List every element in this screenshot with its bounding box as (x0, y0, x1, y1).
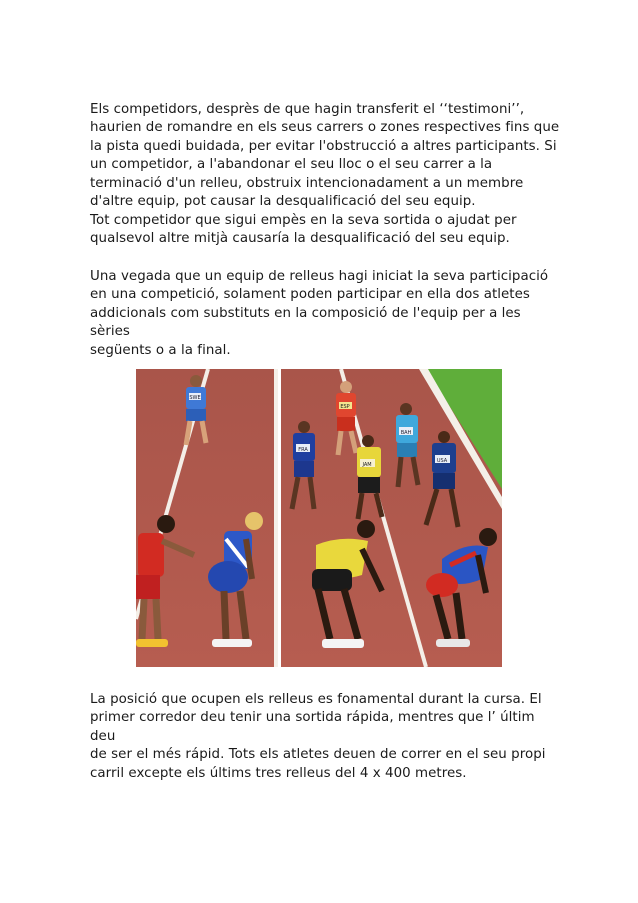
paragraph-1: Els competidors, desprès de que hagin transferit el ‘‘testimoni’’, haurien de romandre en els seus carrers o zones respectives fins que la pista quedi buidada, per evitar l'obstrucció a altres participants. Si un competidor, a l'abandonar el seu lloc o el seu carrer a la terminació d'un relleu, obstruix intencionadament a un membre d'altre equip, pot causar la desqualificació del seu equip. (90, 102, 560, 210)
svg-text:SWE: SWE (189, 395, 201, 401)
paragraph-3: Una vegada que un equip de relleus hagi iniciat la seva participació en una competició, solament poden participar en ella dos atletes addicionals com substituts en la composició de l'equip per a les sèries següents o a la final. (90, 269, 549, 358)
svg-text:FRA: FRA (298, 447, 308, 453)
svg-text:ESP: ESP (340, 404, 350, 410)
svg-text:USA: USA (436, 458, 448, 464)
relay-race-photo (136, 369, 502, 667)
paragraph-2: Tot competidor que sigui empès en la seva sortida o ajudat per qualsevol altre mitjà causaría la desqualificació del seu equip. (90, 213, 517, 247)
paragraph-4: La posició que ocupen els relleus es fonamental durant la cursa. El primer corredor deu tenir una sortida rápida, mentres que l’ últim deu de ser el més rápid. Tots els atletes deuen de correr en el seu propi carril excepte els últims tres relleus del 4 x 400 metres. (90, 692, 546, 781)
svg-text:BAH: BAH (400, 430, 412, 436)
svg-text:JAM: JAM (362, 462, 372, 468)
